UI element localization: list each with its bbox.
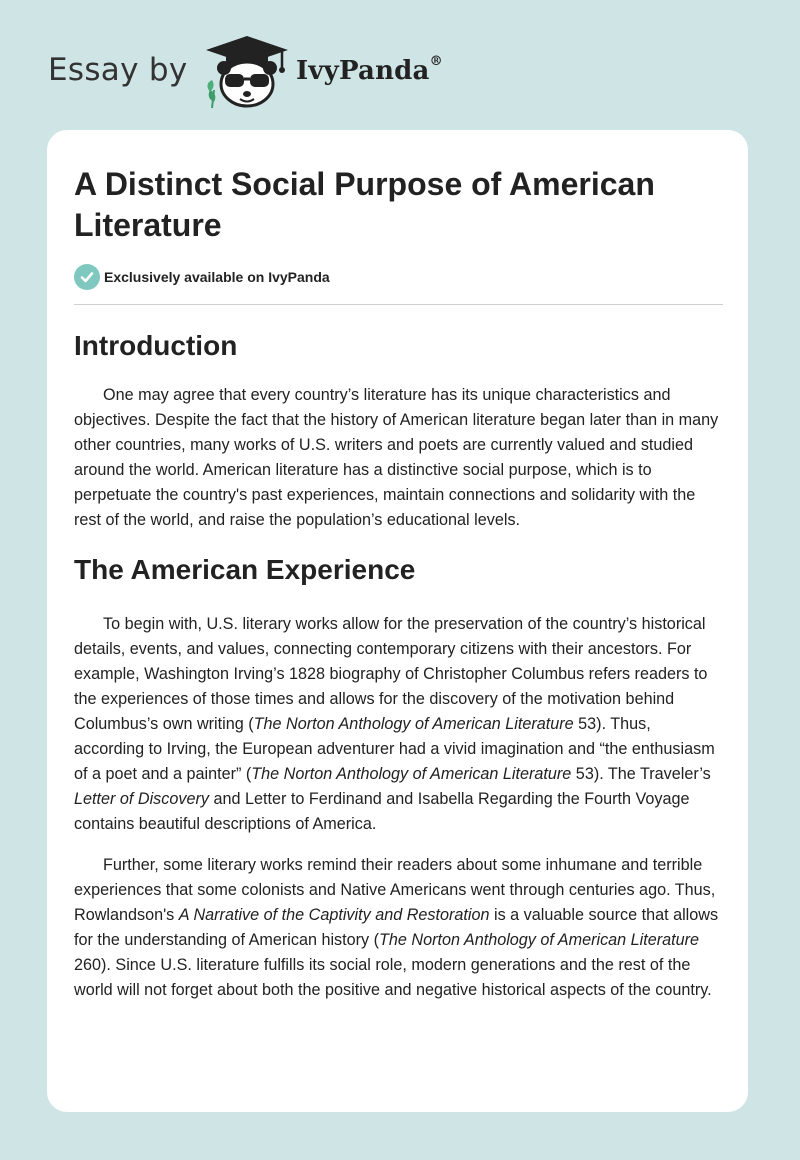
site-header (48, 34, 508, 114)
paragraph-text: 53). The Traveler’s (571, 765, 711, 783)
paragraph-text: and Letter to Ferdinand and Isabella Regarding the Fourth Voyage contains beautiful descriptions of America. (74, 790, 690, 833)
citation-title: The Norton Anthology of American Literature (251, 765, 572, 783)
brand-name[interactable]: IvyPanda® (296, 54, 443, 86)
article-card (47, 130, 748, 1112)
paragraph-text: 260). Since U.S. literature fulfills its social role, modern generations and the rest of the world will not forget about both the positive and negative historical aspects of the country. (74, 956, 712, 999)
paragraph-text: 53). Thus, according to Irving, the European adventurer had a vivid imagination and “the enthusiasm of a poet and a painter” ( (74, 715, 715, 783)
paragraph-text: Further, some literary works remind their readers about some inhumane and terrible experiences that some colonists and Native Americans went through centuries ago. Thus, Rowlandson's (74, 856, 716, 924)
paragraph-text: To begin with, U.S. literary works allow for the preservation of the country’s historical details, events, and values, connecting contemporary citizens with their ancestors. For example, Washington Irving’s 1828 biography of Christopher Columbus refers readers to the experiences of those times and allows for the discovery of the motivation behind Columbus’s own writing ( (74, 615, 708, 733)
section-heading-introduction: Introduction (74, 330, 238, 361)
essay-by-label: Essay by (48, 52, 188, 88)
exclusive-label: Exclusively available on IvyPanda (104, 269, 330, 285)
section-heading-american-experience: The American Experience (74, 554, 416, 585)
paragraph-text: One may agree that every country’s literature has its unique characteristics and objectives. Despite the fact that the history of American literature began later than in many other countries, many works of U.S. writers and poets are currently valued and studied around the world. American literature has a distinctive social purpose, which is to perpetuate the country's past experiences, maintain connections and solidarity with the rest of the world, and raise the population’s educational levels. (74, 386, 719, 529)
citation-title: Letter of Discovery (74, 790, 209, 808)
citation-title: The Norton Anthology of American Literature (253, 715, 574, 733)
article-title: A Distinct Social Purpose of American Literature (74, 166, 655, 243)
exclusive-badge (74, 262, 722, 292)
paragraph (74, 612, 724, 837)
panda-graduate-logo-icon[interactable] (202, 34, 292, 110)
citation-title: A Narrative of the Captivity and Restoration (178, 906, 490, 924)
divider (74, 304, 723, 305)
paragraph (74, 383, 724, 533)
paragraph-text: is a valuable source that allows for the understanding of American history ( (74, 906, 719, 949)
check-icon (74, 264, 100, 290)
citation-title: The Norton Anthology of American Literature (379, 931, 700, 949)
paragraph (74, 853, 724, 1003)
